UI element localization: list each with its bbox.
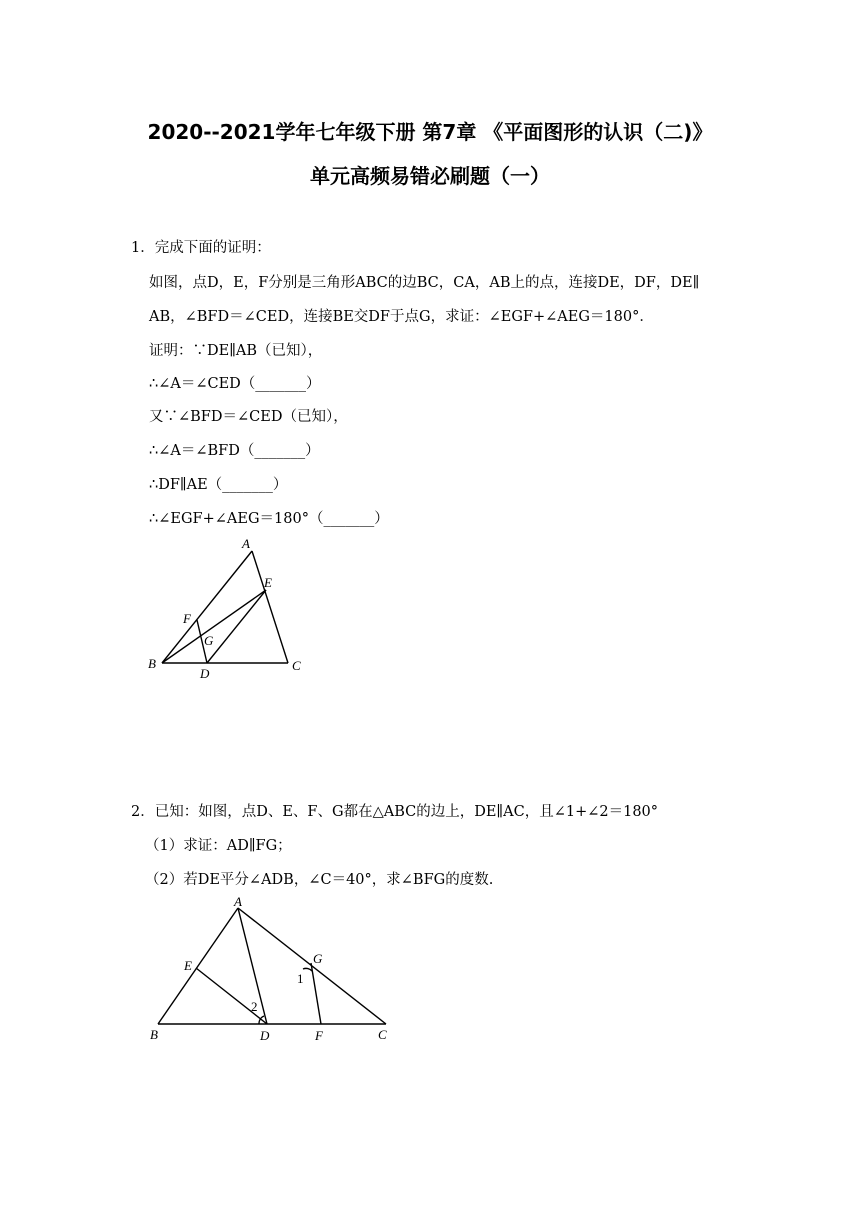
q1-label-a: A bbox=[242, 536, 250, 551]
q1-heading: 1．完成下面的证明： bbox=[131, 240, 271, 256]
q1-step-1: ∴∠A＝∠CED（_______） bbox=[149, 376, 321, 392]
q1-label-e: E bbox=[264, 575, 272, 590]
q1-label-f: F bbox=[183, 611, 191, 626]
q1-statement-line-2: AB，∠BFD＝∠CED，连接BE交DF于点G，求证：∠EGF+∠AEG＝180°． bbox=[149, 309, 654, 325]
q2-label-g: G bbox=[313, 951, 323, 966]
title-line-1: 2020--2021学年七年级下册 第7章 《平面图形的认识（二)》 bbox=[147, 120, 713, 144]
q2-heading: 2．已知：如图，点D、E、F、G都在△ABC的边上，DE∥AC，且∠1+∠2＝180° bbox=[131, 804, 659, 820]
q1-label-b: B bbox=[148, 656, 156, 671]
q1-step-3: ∴∠A＝∠BFD（_______） bbox=[149, 443, 320, 459]
q2-label-f: F bbox=[315, 1028, 323, 1043]
q1-step-5: ∴∠EGF+∠AEG＝180°（_______） bbox=[149, 511, 389, 527]
q2-label-d: D bbox=[260, 1028, 270, 1043]
q2-label-c: C bbox=[378, 1027, 387, 1042]
q2-label-a: A bbox=[234, 894, 242, 909]
q2-segment-ab bbox=[158, 908, 238, 1024]
q2-label-angle-2: 2 bbox=[251, 999, 258, 1014]
q1-segment-ac bbox=[252, 551, 288, 663]
q2-angle-1-arc bbox=[303, 968, 312, 971]
q1-segment-be bbox=[162, 590, 266, 663]
q2-label-angle-1: 1 bbox=[297, 971, 304, 986]
q1-label-g: G bbox=[204, 633, 214, 648]
q1-label-c: C bbox=[292, 658, 301, 673]
q2-triangle-figure bbox=[140, 893, 400, 1048]
q1-step-4: ∴DF∥AE（_______） bbox=[149, 477, 288, 493]
q2-part-1: （1）求证：AD∥FG； bbox=[145, 838, 292, 854]
q1-segment-de bbox=[207, 590, 266, 663]
q1-label-d: D bbox=[200, 666, 210, 681]
q1-statement-line-1: 如图，点D，E，F分别是三角形ABC的边BC，CA，AB上的点，连接DE，DF，DE∥ bbox=[149, 275, 700, 291]
q1-triangle-figure bbox=[140, 535, 320, 685]
q2-label-e: E bbox=[184, 958, 192, 973]
q2-segment-de bbox=[196, 968, 267, 1024]
q2-label-b: B bbox=[150, 1027, 158, 1042]
title-line-2: 单元高频易错必刷题（一） bbox=[310, 164, 550, 188]
q2-part-2: （2）若DE平分∠ADB，∠C＝40°，求∠BFG的度数. bbox=[145, 872, 494, 888]
q1-step-2: 又∵∠BFD＝∠CED（已知）， bbox=[149, 409, 348, 425]
q1-proof-start: 证明：∵DE∥AB（已知）， bbox=[149, 343, 323, 359]
